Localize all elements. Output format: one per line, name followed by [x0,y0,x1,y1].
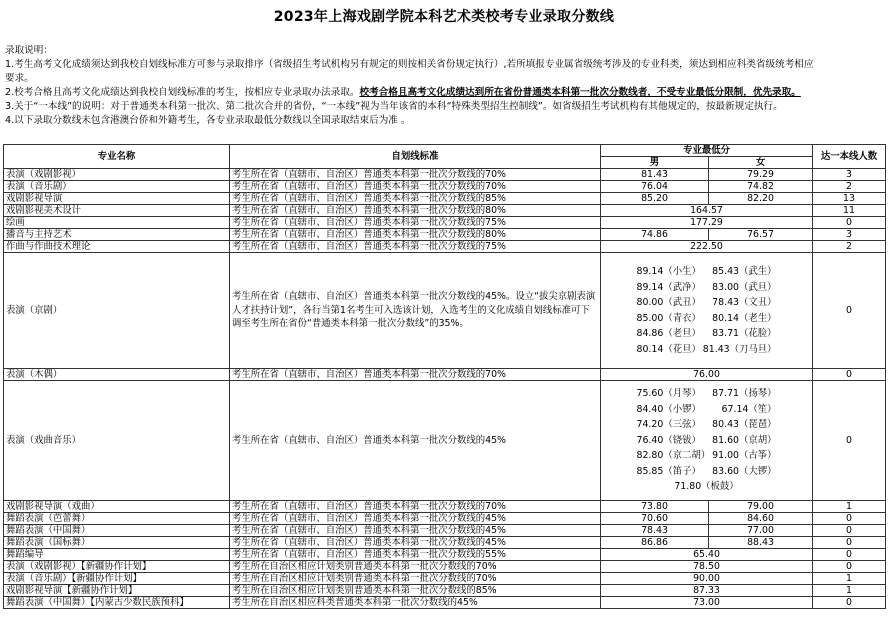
header-count: 达一本线人数 [813,145,886,169]
score-item: 91.00（古筝） [712,450,777,462]
standard-cell: 考生所在省（直辖市、自治区）普通类本科第一批次分数线的80% [230,229,601,241]
note-1: 1.考生高考文化成绩须达到我校自划线标准方可参与录取排序（省级招生考试机构另有规定的则按相关省份规定执行）,若所填报专业属省级统考涉及的专业科类，须达到相应科类省级统考相应 [5,59,814,71]
table-row [4,381,886,501]
count-cell: 0 [813,369,886,381]
major-cell: 舞蹈表演（中国舞）【内蒙古少数民族预科】 [4,597,230,609]
count-cell: 11 [813,205,886,217]
score-pair [637,326,777,342]
score-pair [637,386,777,402]
major-cell: 戏剧影视导演（戏曲） [4,501,230,513]
standard-cell: 考生所在省（直辖市、自治区）普通类本科第一批次分数线的45%。设立“拔尖京剧表演人才扶持计划”，各行当第1名考生可入选该计划，入选考生的文化成绩自划线标准可下调至考生所在省份“普通类本科第一批次分数线”的35%。 [230,253,601,369]
min-score-cell: 87.33 [601,585,813,597]
standard-cell: 考生所在省（直辖市、自治区）普通类本科第一批次分数线的70% [230,169,601,181]
table-row [4,217,886,229]
table-row [4,369,886,381]
standard-cell: 考生所在省（直辖市、自治区）普通类本科第一批次分数线的70% [230,181,601,193]
score-item: 85.00（青衣） [636,312,701,324]
male-score-cell: 85.20 [601,193,709,205]
male-score-cell: 86.86 [601,537,709,549]
standard-cell: 考生所在省（直辖市、自治区）普通类本科第一批次分数线的75% [230,241,601,253]
table-row [4,537,886,549]
score-item: 89.14（武净） [636,281,701,293]
count-cell: 1 [813,573,886,585]
score-item: 80.43（琵琶） [712,419,777,431]
major-cell: 表演（音乐剧） [4,181,230,193]
score-item: 83.60（大锣） [712,465,777,477]
major-cell: 戏剧影视导演 [4,193,230,205]
male-score-cell: 78.43 [601,525,709,537]
score-item: 80.14（花旦） [636,343,701,355]
count-cell: 0 [813,597,886,609]
major-cell: 表演（戏曲音乐） [4,381,230,501]
major-cell: 表演（戏剧影视）【新疆协作计划】 [4,561,230,573]
score-list [637,386,777,495]
score-pair [637,280,777,296]
score-pair [637,264,777,280]
table-row [4,229,886,241]
female-score-cell: 88.43 [709,537,813,549]
count-cell: 0 [813,253,886,369]
major-cell: 绘画 [4,217,230,229]
major-cell: 戏剧影视美术设计 [4,205,230,217]
count-cell: 2 [813,181,886,193]
standard-cell: 考生所在省（直辖市、自治区）普通类本科第一批次分数线的45% [230,513,601,525]
score-table-body [4,169,886,609]
min-score-cell: 76.00 [601,369,813,381]
score-item: 81.43（刀马旦） [702,343,777,355]
female-score-cell: 82.20 [709,193,813,205]
score-item: 80.00（武丑） [636,297,701,308]
count-cell: 0 [813,381,886,501]
female-score-cell: 79.00 [709,501,813,513]
min-score-cell: 90.00 [601,573,813,585]
standard-cell: 考生所在省（直辖市、自治区）普通类本科第一批次分数线的45% [230,525,601,537]
note-4: 4.以下录取分数线未包含港澳台侨和外籍考生，各专业录取最低分数线以全国录取结束后为准 。 [5,115,411,127]
min-score-cell: 222.50 [601,241,813,253]
min-score-cell: 164.57 [601,205,813,217]
score-item: 75.60（月琴） [636,388,701,400]
major-cell: 表演（京剧） [4,253,230,369]
standard-cell: 考生所在省（直辖市、自治区）普通类本科第一批次分数线的55% [230,549,601,561]
header-female: 女 [709,157,813,169]
score-item: 83.71（花脸） [712,328,777,339]
count-cell: 0 [813,549,886,561]
male-score-cell: 76.04 [601,181,709,193]
min-score-cell: 78.50 [601,561,813,573]
standard-cell: 考生所在自治区相应计划类别普通类本科第一批次分数线的70% [230,573,601,585]
count-cell: 0 [813,217,886,229]
major-cell: 舞蹈表演（芭蕾舞） [4,513,230,525]
score-item: 78.43（文丑） [712,297,777,308]
note-2-text: 2.校考合格且高考文化成绩达到我校自划线标准的考生，按相应专业录取办法录取。 [5,87,360,99]
female-score-cell: 76.57 [709,229,813,241]
score-item: 83.00（武旦） [712,281,777,293]
score-pair [637,402,777,418]
count-cell: 0 [813,561,886,573]
standard-cell: 考生所在省（直辖市、自治区）普通类本科第一批次分数线的80% [230,205,601,217]
table-row [4,585,886,597]
header-major: 专业名称 [4,145,230,169]
note-3: 3.关于“一本线”的说明：对于普通类本科第一批次、第二批次合并的省份，“一本线”视为当年该省的本科“特殊类型招生控制线”。如省级招生考试机构有其他规定的，按最新规定执行。 [5,101,783,113]
score-item: 84.40（小锣） [636,403,701,415]
table-row [4,549,886,561]
standard-cell: 考生所在省（直辖市、自治区）普通类本科第一批次分数线的45% [230,381,601,501]
notes-heading: 录取说明： [5,45,53,56]
score-list [637,264,777,357]
header-male: 男 [601,157,709,169]
standard-cell: 考生所在省（直辖市、自治区）普通类本科第一批次分数线的70% [230,369,601,381]
count-cell: 0 [813,525,886,537]
score-pair [637,295,777,311]
major-cell: 舞蹈表演（中国舞） [4,525,230,537]
min-score-cell [601,253,813,369]
table-row [4,241,886,253]
standard-cell: 考生所在自治区相应科类普通类本科第一批次分数线的45% [230,597,601,609]
score-pair [637,311,777,327]
male-score-cell: 74.86 [601,229,709,241]
score-item: 81.60（京胡） [712,434,777,446]
min-score-cell: 73.00 [601,597,813,609]
table-row [4,181,886,193]
female-score-cell: 77.00 [709,525,813,537]
score-pair [637,417,777,433]
score-item: 67.14（笙） [721,403,777,415]
score-item: 82.80（京二胡） [636,450,711,462]
table-row [4,597,886,609]
header-standard: 自划线标准 [230,145,601,169]
male-score-cell: 81.43 [601,169,709,181]
score-item: 71.80（板鼓） [674,481,739,493]
min-score-cell [601,381,813,501]
count-cell: 0 [813,513,886,525]
female-score-cell: 74.82 [709,181,813,193]
min-score-cell: 65.40 [601,549,813,561]
score-item: 80.14（老生） [712,312,777,324]
score-item: 85.43（武生） [712,266,777,277]
admission-notes [5,44,883,129]
count-cell: 13 [813,193,886,205]
note-2 [5,86,883,100]
score-pair [637,433,777,449]
count-cell: 3 [813,169,886,181]
table-row [4,253,886,369]
page-title: 2023年上海戏剧学院本科艺术类校考专业录取分数线 [273,9,615,25]
score-item: 87.71（扬琴） [712,388,777,400]
count-cell: 1 [813,501,886,513]
table-row [4,205,886,217]
standard-cell: 考生所在省（直辖市、自治区）普通类本科第一批次分数线的70% [230,501,601,513]
standard-cell: 考生所在自治区相应计划类别普通类本科第一批次分数线的85% [230,585,601,597]
table-row [4,501,886,513]
female-score-cell: 79.29 [709,169,813,181]
score-item: 74.20（三弦） [636,419,701,431]
major-cell: 舞蹈表演（国标舞） [4,537,230,549]
score-pair [637,464,777,480]
major-cell: 播音与主持艺术 [4,229,230,241]
score-table [3,144,886,609]
male-score-cell: 73.80 [601,501,709,513]
major-cell: 表演（木偶） [4,369,230,381]
note-1-cont: 要求。 [5,73,34,85]
count-cell: 0 [813,537,886,549]
score-item: 76.40（铙钹） [636,434,701,446]
male-score-cell: 70.60 [601,513,709,525]
count-cell: 1 [813,585,886,597]
score-item: 85.85（笛子） [636,465,701,477]
score-item: 89.14（小生） [636,266,701,277]
major-cell: 表演（戏剧影视） [4,169,230,181]
note-2-emphasis: 校考合格且高考文化成绩达到所在省份普通类本科第一批次分数线者，不受专业最低分限制，优先录取。 [359,87,801,99]
table-row [4,525,886,537]
score-pair [637,342,777,358]
major-cell: 戏剧影视导演【新疆协作计划】 [4,585,230,597]
score-pair [637,479,777,495]
header-min-score: 专业最低分 [601,145,813,157]
major-cell: 作曲与作曲技术理论 [4,241,230,253]
table-row [4,169,886,181]
standard-cell: 考生所在自治区相应计划类别普通类本科第一批次分数线的70% [230,561,601,573]
standard-cell: 考生所在省（直辖市、自治区）普通类本科第一批次分数线的45% [230,537,601,549]
table-row [4,573,886,585]
major-cell: 舞蹈编导 [4,549,230,561]
standard-cell: 考生所在省（直辖市、自治区）普通类本科第一批次分数线的85% [230,193,601,205]
table-row [4,513,886,525]
table-row [4,561,886,573]
major-cell: 表演（音乐剧）【新疆协作计划】 [4,573,230,585]
score-pair [637,448,777,464]
standard-cell: 考生所在省（直辖市、自治区）普通类本科第一批次分数线的75% [230,217,601,229]
min-score-cell: 177.29 [601,217,813,229]
count-cell: 3 [813,229,886,241]
count-cell: 2 [813,241,886,253]
score-item: 84.86（老旦） [636,328,701,339]
table-row [4,193,886,205]
female-score-cell: 84.60 [709,513,813,525]
